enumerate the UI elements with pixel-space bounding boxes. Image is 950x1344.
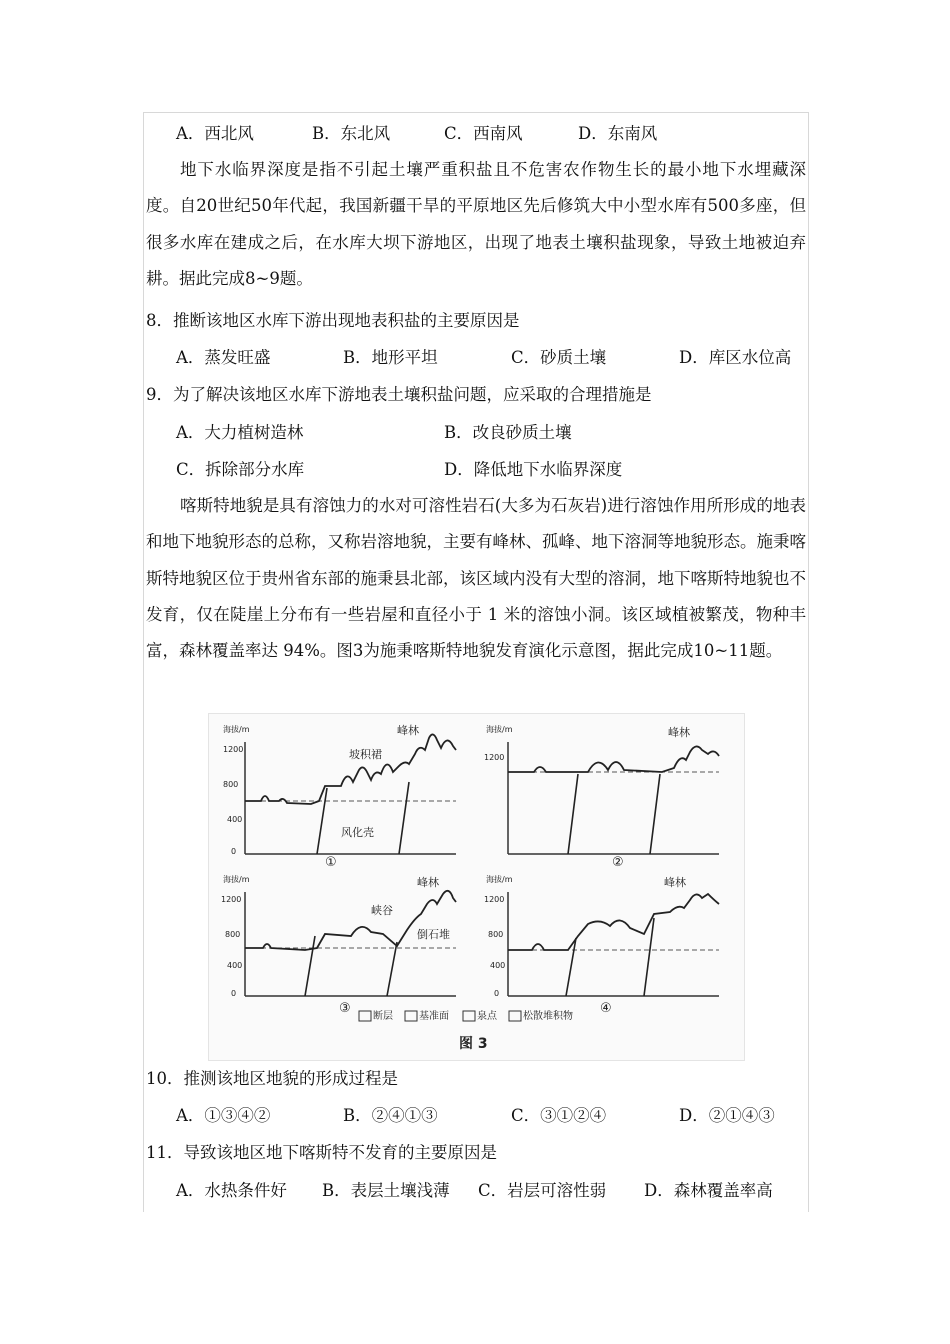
panel-1 xyxy=(223,723,456,870)
svg-text:800: 800 xyxy=(223,780,239,789)
svg-text:坡积裙: 坡积裙 xyxy=(349,748,382,761)
svg-text:1200: 1200 xyxy=(484,753,505,762)
panel-2 xyxy=(484,724,719,870)
svg-text:断层: 断层 xyxy=(373,1011,393,1022)
svg-text:海拔/m: 海拔/m xyxy=(486,725,513,734)
q11-stem: 11．导致该地区地下喀斯特不发育的主要原因是 xyxy=(146,1143,497,1162)
q7-option-b: B．东北风 xyxy=(312,124,391,143)
svg-text:0: 0 xyxy=(494,989,500,998)
q9-option-c: C．拆除部分水库 xyxy=(176,460,305,479)
figure-karst-evolution xyxy=(208,713,745,1061)
q9-option-d: D．降低地下水临界深度 xyxy=(444,460,623,479)
page-border-top xyxy=(143,112,809,113)
svg-text:400: 400 xyxy=(490,961,506,970)
axis-label: 海拔/m xyxy=(223,725,250,734)
q10-option-d: D．②①④③ xyxy=(679,1106,775,1125)
svg-text:松散堆积物: 松散堆积物 xyxy=(523,1011,573,1022)
svg-text:基准面: 基准面 xyxy=(419,1011,449,1022)
q8-option-d: D．库区水位高 xyxy=(679,348,792,367)
q10-stem: 10．推测该地区地貌的形成过程是 xyxy=(146,1069,398,1088)
q11-option-d: D．森林覆盖率高 xyxy=(644,1181,773,1200)
q8-stem: 8．推断该地区水库下游出现地表积盐的主要原因是 xyxy=(146,311,520,330)
q11-option-b: B．表层土壤浅薄 xyxy=(322,1181,450,1200)
svg-text:800: 800 xyxy=(488,930,504,939)
svg-text:800: 800 xyxy=(225,930,241,939)
svg-text:①: ① xyxy=(325,855,337,870)
svg-text:④: ④ xyxy=(600,1001,612,1016)
q8-option-a: A．蒸发旺盛 xyxy=(176,348,271,367)
svg-text:1200: 1200 xyxy=(484,895,505,904)
svg-text:海拔/m: 海拔/m xyxy=(486,875,513,884)
q9-option-a: A．大力植树造林 xyxy=(176,423,304,442)
svg-text:1200: 1200 xyxy=(223,745,244,754)
q11-option-a: A．水热条件好 xyxy=(176,1181,287,1200)
svg-text:②: ② xyxy=(612,855,624,870)
svg-text:③: ③ xyxy=(339,1001,351,1016)
svg-text:泉点: 泉点 xyxy=(477,1011,497,1022)
q10-option-a: A．①③④② xyxy=(176,1106,271,1125)
svg-text:1200: 1200 xyxy=(221,895,242,904)
q7-option-a: A．西北风 xyxy=(176,124,254,143)
svg-text:0: 0 xyxy=(231,847,237,856)
svg-text:400: 400 xyxy=(227,815,243,824)
page-border-right xyxy=(808,112,809,1212)
q10-option-c: C．③①②④ xyxy=(511,1106,607,1125)
karst-diagram xyxy=(209,714,744,1060)
intro-paragraph-karst: 喀斯特地貌是具有溶蚀力的水对可溶性岩石(大多为石灰岩)进行溶蚀作用所形成的地表和地下地貌形态的总称，又称岩溶地貌，主要有峰林、孤峰、地下溶洞等地貌形态。施秉喀斯特地貌区位于贵州省东部的施秉县北部，该区域内没有大型的溶洞，地下喀斯特地貌也不发育，仅在陡崖上分布有一些岩屋和直径小于 1 米的溶蚀小洞。该区域植被繁茂，物种丰富，森林覆盖率达 94%。图3为施秉喀斯特地貌发育演化示意图，据此完成10~11题。 xyxy=(146,496,806,661)
q9-stem: 9．为了解决该地区水库下游地表土壤积盐问题，应采取的合理措施是 xyxy=(146,385,652,404)
svg-text:400: 400 xyxy=(227,961,243,970)
panel-4 xyxy=(484,874,719,1016)
svg-text:峰林: 峰林 xyxy=(417,876,439,889)
panel-3 xyxy=(221,874,456,1016)
svg-text:峰林: 峰林 xyxy=(664,876,686,889)
q8-option-c: C．砂质土壤 xyxy=(511,348,607,367)
svg-text:峰林: 峰林 xyxy=(397,724,419,737)
svg-text:风化壳: 风化壳 xyxy=(341,826,374,839)
figure-caption: 图 3 xyxy=(459,1036,488,1052)
svg-text:峰林: 峰林 xyxy=(668,726,690,739)
q9-option-b: B．改良砂质土壤 xyxy=(444,423,572,442)
svg-text:海拔/m: 海拔/m xyxy=(223,875,250,884)
page-border-left xyxy=(143,112,144,1212)
q10-option-b: B．②④①③ xyxy=(343,1106,438,1125)
q7-option-c: C．西南风 xyxy=(444,124,523,143)
svg-text:峡谷: 峡谷 xyxy=(371,904,393,917)
svg-text:0: 0 xyxy=(231,989,237,998)
intro-paragraph-groundwater: 地下水临界深度是指不引起土壤严重积盐且不危害农作物生长的最小地下水埋藏深度。自20世纪50年代起，我国新疆干旱的平原地区先后修筑大中小型水库有500多座，但很多水库在建成之后，在水库大坝下游地区，出现了地表土壤积盐现象，导致土地被迫弃耕。据此完成8~9题。 xyxy=(146,160,806,288)
q8-option-b: B．地形平坦 xyxy=(343,348,438,367)
q7-option-d: D．东南风 xyxy=(578,124,658,143)
svg-text:倒石堆: 倒石堆 xyxy=(417,928,450,941)
legend xyxy=(359,1009,573,1022)
q11-option-c: C．岩层可溶性弱 xyxy=(478,1181,607,1200)
